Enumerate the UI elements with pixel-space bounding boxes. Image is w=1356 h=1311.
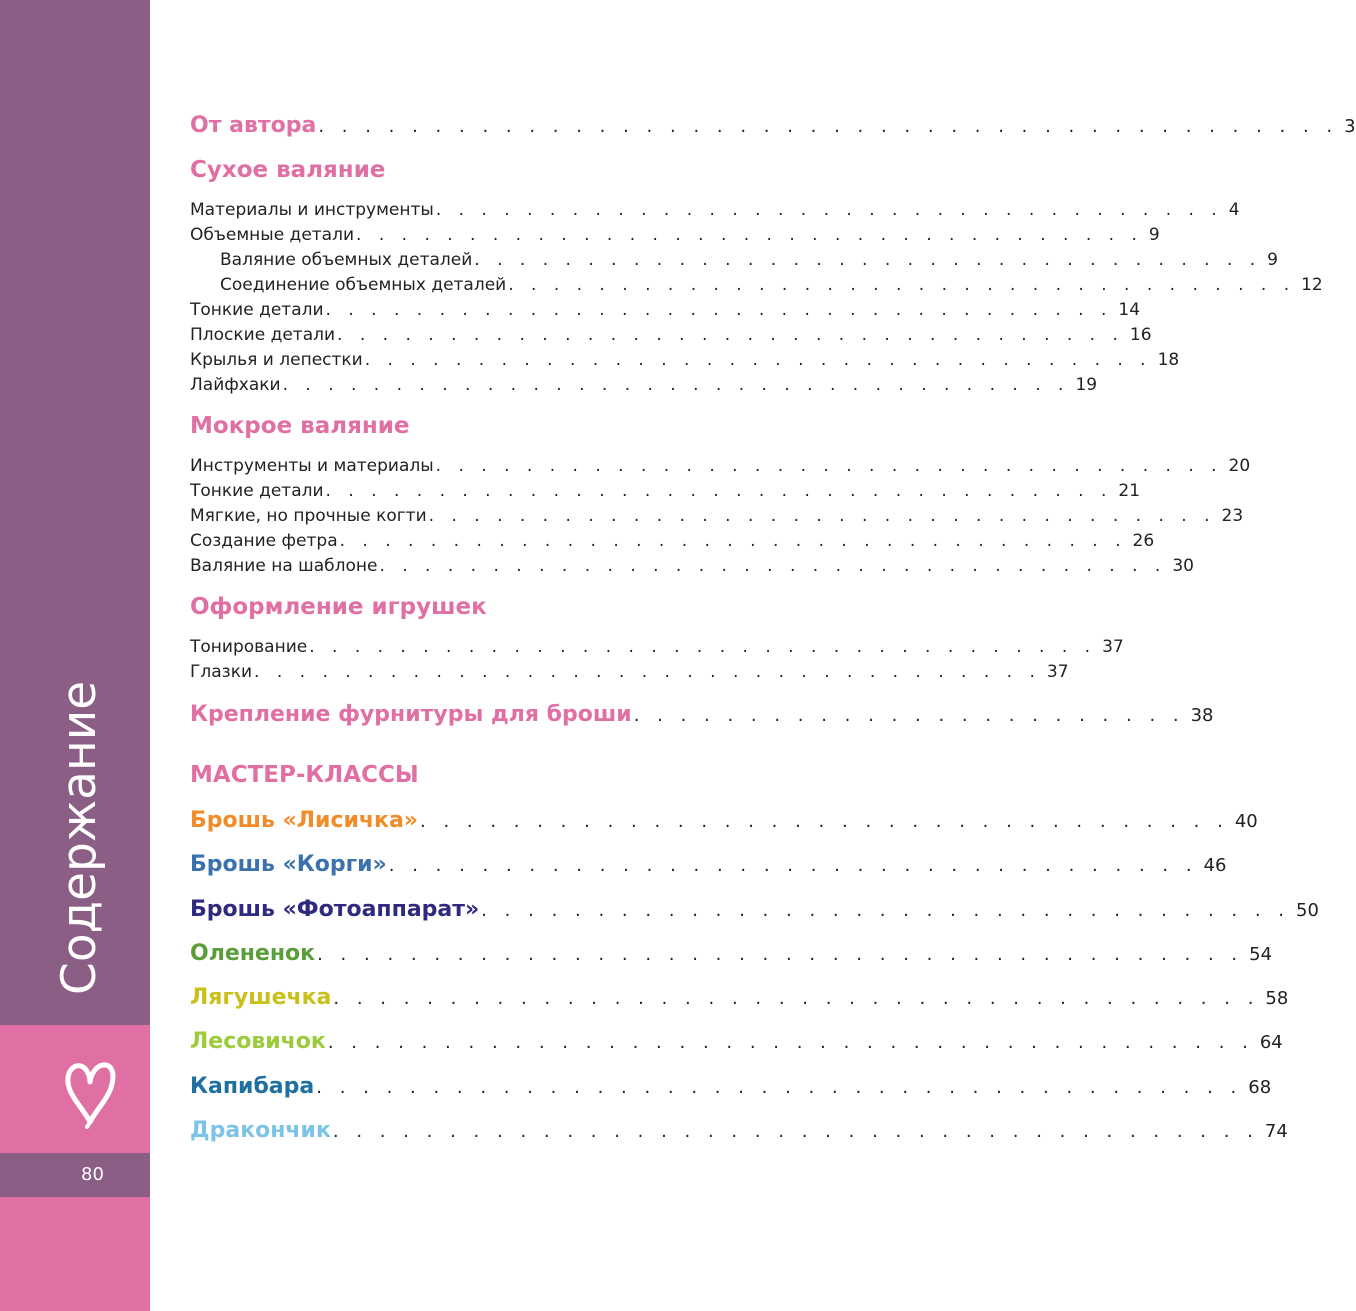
- toc-entry-page: 37: [1102, 637, 1124, 657]
- leader-dots: . . . . . . . . . . . . . . . . . . . . . . . . . . . . . . . . . . .: [428, 506, 1216, 526]
- toc-entry-brooch-fittings[interactable]: [190, 702, 1214, 727]
- toc-entry-from-author[interactable]: [190, 113, 1356, 138]
- toc-entry-master-class[interactable]: [190, 1074, 1272, 1099]
- toc-entry-label: Соединение объемных деталей: [220, 275, 507, 295]
- leader-dots: . . . . . . . . . . . . . . . . . . . . . . . . . . . . . . . . . . . . . . . . . . . .: [318, 116, 1339, 137]
- sidebar-bottom-band: [0, 1197, 150, 1311]
- toc-entry-master-class[interactable]: [190, 985, 1289, 1010]
- leader-dots: . . . . . . . . . . . . . . . . . . . . . . . . . . . . . . . . . . .: [325, 300, 1113, 320]
- toc-entry[interactable]: [190, 350, 1180, 370]
- toc-entry-label: Объемные детали: [190, 225, 355, 245]
- toc-entry-label: Дракончик: [190, 1118, 331, 1143]
- leader-dots: . . . . . . . . . . . . . . . . . . . . . . . . . . . . . . . . . . .: [356, 225, 1143, 245]
- leader-dots: . . . . . . . . . . . . . . . . . . . . . . . . . . . . . . . . . . .: [339, 531, 1127, 551]
- toc-entry-page: 18: [1157, 350, 1180, 370]
- toc-entry-master-class[interactable]: [190, 941, 1273, 966]
- toc-entry-label: Валяние на шаблоне: [190, 556, 378, 576]
- leader-dots: . . . . . . . . . . . . . . . . . . . . . . . . . . . . . . . . . . .: [435, 456, 1223, 476]
- leader-dots: . . . . . . . . . . . . . . . . . . . . . . . . . . . . . . . . . . .: [325, 481, 1113, 501]
- toc-entry-label: Лесовичок: [190, 1029, 326, 1054]
- toc-entry-page: 12: [1301, 275, 1323, 295]
- leader-dots: . . . . . . . . . . . . . . . . . . . . . . . . . . . . . . . . . . .: [435, 200, 1223, 220]
- toc-entry[interactable]: [190, 637, 1124, 657]
- toc-entry-page: 20: [1228, 456, 1251, 476]
- toc-entry-label: Инструменты и материалы: [190, 456, 434, 476]
- leader-dots: . . . . . . . . . . . . . . . . . . . . . . . . . . . . . . . . . . .: [282, 375, 1070, 395]
- toc-entry-label: Лайфхаки: [190, 375, 281, 395]
- toc-entry-label: Тонкие детали: [190, 481, 324, 501]
- toc-entry-label: Плоские детали: [190, 325, 336, 345]
- toc-entry-page: 68: [1248, 1077, 1272, 1098]
- leader-dots: . . . . . . . . . . . . . . . . . . . . . . . . . . . . . . . . . . .: [337, 325, 1124, 345]
- leader-dots: . . . . . . . . . . . . . . . . . . . . . . . . . . . . . . . . . . .: [388, 855, 1198, 876]
- toc-entry-page: 4: [1228, 200, 1240, 220]
- leader-dots: . . . . . . . . . . . . . . . . . . . . . . . .: [633, 705, 1185, 726]
- leader-dots: . . . . . . . . . . . . . . . . . . . . . . . . . . . . . . . . . . . . . . . .: [333, 988, 1260, 1009]
- toc-entry[interactable]: [190, 481, 1141, 501]
- toc-entry-label: Лягушечка: [190, 985, 332, 1010]
- leader-dots: . . . . . . . . . . . . . . . . . . . . . . . . . . . . . . . . . . .: [508, 275, 1296, 295]
- leader-dots: . . . . . . . . . . . . . . . . . . . . . . . . . . . . . . . . . . . . . . . .: [332, 1121, 1259, 1142]
- leader-dots: . . . . . . . . . . . . . . . . . . . . . . . . . . . . . . . . . . . . . . . .: [317, 944, 1244, 965]
- toc-entry-page: 9: [1148, 225, 1160, 245]
- toc-subentry[interactable]: [190, 250, 1278, 270]
- section-heading-master-classes: МАСТЕР-КЛАССЫ: [190, 762, 419, 788]
- toc-entry[interactable]: [190, 300, 1141, 320]
- section-heading-dry-felting: Сухое валяние: [190, 157, 386, 183]
- leader-dots: . . . . . . . . . . . . . . . . . . . . . . . . . . . . . . . . . . .: [254, 662, 1041, 682]
- toc-entry[interactable]: [190, 531, 1155, 551]
- page-number: 80: [81, 1164, 104, 1185]
- leader-dots: . . . . . . . . . . . . . . . . . . . . . . . . . . . . . . . . . . . . . . . .: [327, 1032, 1254, 1053]
- toc-entry-page: 3: [1344, 116, 1356, 137]
- toc-entry-page: 38: [1190, 705, 1214, 726]
- section-heading-wet-felting: Мокрое валяние: [190, 413, 410, 439]
- leader-dots: . . . . . . . . . . . . . . . . . . . . . . . . . . . . . . . . . . .: [481, 900, 1291, 921]
- leader-dots: . . . . . . . . . . . . . . . . . . . . . . . . . . . . . . . . . . .: [364, 350, 1152, 370]
- leader-dots: . . . . . . . . . . . . . . . . . . . . . . . . . . . . . . . . . . . . . . . .: [316, 1077, 1243, 1098]
- toc-entry-page: 23: [1221, 506, 1244, 526]
- toc-entry-label: Капибара: [190, 1074, 315, 1099]
- toc-entry-label: Глазки: [190, 662, 253, 682]
- sidebar: [0, 0, 150, 1311]
- toc-entry-label: От автора: [190, 113, 317, 138]
- toc-entry-page: 9: [1267, 250, 1278, 270]
- toc-entry[interactable]: [190, 662, 1069, 682]
- toc-entry-page: 50: [1296, 900, 1319, 921]
- toc-entry[interactable]: [190, 506, 1244, 526]
- toc-entry[interactable]: [190, 456, 1251, 476]
- toc-entry[interactable]: [190, 556, 1194, 576]
- toc-entry-master-class[interactable]: [190, 808, 1258, 833]
- toc-entry-page: 14: [1118, 300, 1141, 320]
- section-heading-decoration: Оформление игрушек: [190, 594, 487, 620]
- toc-entry-label: Тонкие детали: [190, 300, 324, 320]
- section-title: Содержание: [52, 680, 107, 995]
- toc-entry-page: 19: [1075, 375, 1098, 395]
- toc-entry-page: 21: [1118, 481, 1141, 501]
- toc-entry-page: 40: [1234, 811, 1258, 832]
- toc-entry-label: Брошь «Корги»: [190, 852, 387, 877]
- toc-entry-page: 46: [1203, 855, 1227, 876]
- toc-entry[interactable]: [190, 325, 1152, 345]
- toc-entry-page: 37: [1046, 662, 1069, 682]
- toc-entry-page: 74: [1264, 1121, 1288, 1142]
- toc-entry-master-class[interactable]: [190, 1118, 1288, 1143]
- toc-entry-label: Создание фетра: [190, 531, 338, 551]
- toc-entry-page: 16: [1129, 325, 1152, 345]
- toc-entry-label: Валяние объемных деталей: [220, 250, 473, 270]
- leader-dots: . . . . . . . . . . . . . . . . . . . . . . . . . . . . . . . . . . .: [420, 811, 1229, 832]
- toc-entry-page: 58: [1265, 988, 1289, 1009]
- toc-entry-page: 64: [1259, 1032, 1283, 1053]
- leader-dots: . . . . . . . . . . . . . . . . . . . . . . . . . . . . . . . . . . .: [379, 556, 1167, 576]
- toc-entry[interactable]: [190, 375, 1098, 395]
- toc-entry-label: Крылья и лепестки: [190, 350, 363, 370]
- heart-icon: [63, 1056, 117, 1128]
- toc-subentry[interactable]: [190, 275, 1323, 295]
- toc-entry-label: Брошь «Лисичка»: [190, 808, 419, 833]
- toc-entry-label: Олененок: [190, 941, 316, 966]
- toc-entry-master-class[interactable]: [190, 897, 1319, 922]
- toc-entry-page: 54: [1249, 944, 1273, 965]
- toc-entry[interactable]: [190, 225, 1160, 245]
- toc-entry-master-class[interactable]: [190, 852, 1227, 877]
- toc-entry-page: 30: [1172, 556, 1194, 576]
- toc-entry-label: Крепление фурнитуры для броши: [190, 702, 632, 727]
- leader-dots: . . . . . . . . . . . . . . . . . . . . . . . . . . . . . . . . . . .: [474, 250, 1262, 270]
- toc-entry-label: Тонирование: [190, 637, 308, 657]
- toc-entry-page: 26: [1132, 531, 1155, 551]
- toc-entry-label: Мягкие, но прочные когти: [190, 506, 427, 526]
- toc-entry[interactable]: [190, 200, 1240, 220]
- toc-entry-label: Брошь «Фотоаппарат»: [190, 897, 480, 922]
- leader-dots: . . . . . . . . . . . . . . . . . . . . . . . . . . . . . . . . . . .: [309, 637, 1097, 657]
- toc-entry-label: Материалы и инструменты: [190, 200, 434, 220]
- toc-entry-master-class[interactable]: [190, 1029, 1283, 1054]
